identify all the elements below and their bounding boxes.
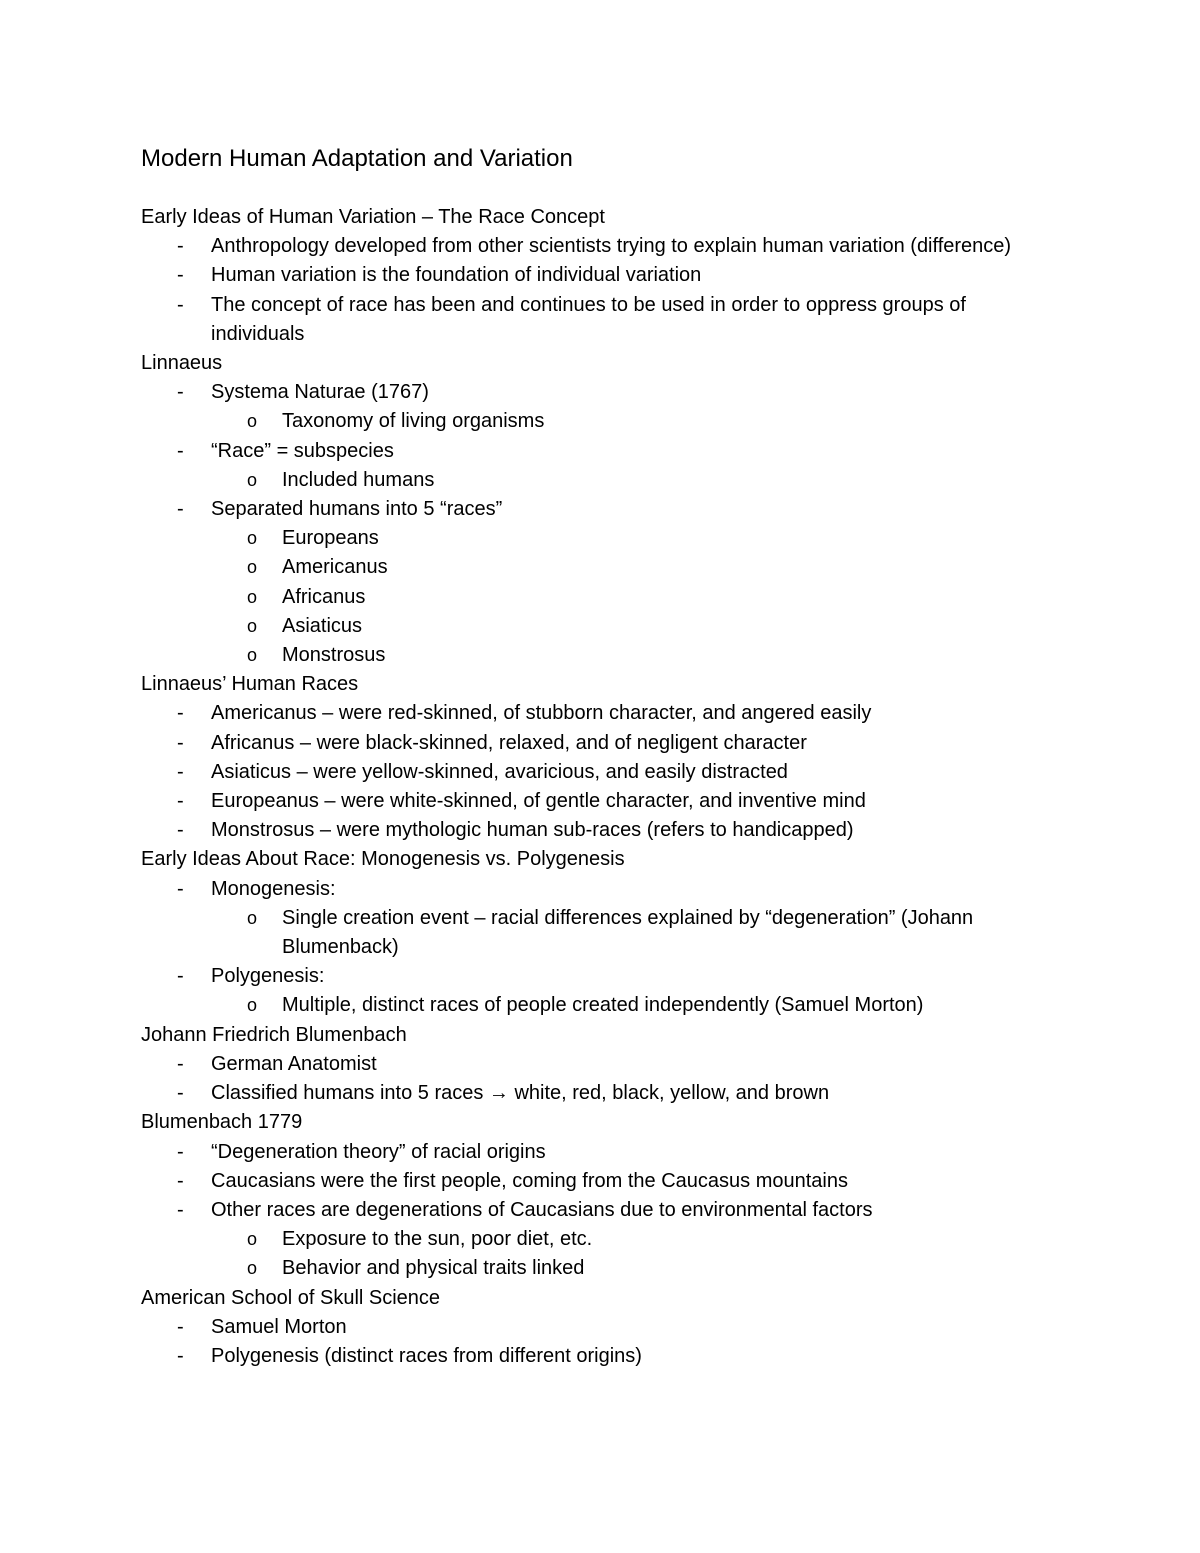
sub-bullet-item — [141, 466, 1041, 495]
bullet-list — [141, 699, 1041, 845]
bullet-text: Monstrosus – were mythologic human sub-races (refers to handicapped) — [211, 819, 854, 842]
bullet-text: Systema Naturae (1767) — [211, 381, 429, 404]
bullet-item — [141, 378, 1041, 407]
dash-bullet-icon: - — [177, 1082, 184, 1105]
section — [141, 1021, 1041, 1109]
bullet-item — [141, 261, 1041, 290]
sub-bullet-item — [141, 1225, 1041, 1254]
dash-bullet-icon: - — [177, 1169, 184, 1192]
sub-bullet-text: Included humans — [282, 468, 435, 491]
circle-bullet-icon: o — [247, 995, 258, 1016]
sub-bullet-item — [141, 1254, 1041, 1283]
bullet-item — [141, 875, 1041, 904]
bullet-text: Polygenesis: — [211, 965, 325, 988]
section-heading: Linnaeus’ Human Races — [141, 673, 359, 696]
circle-bullet-icon: o — [247, 645, 258, 666]
bullet-list — [141, 875, 1041, 1021]
bullet-item — [141, 495, 1041, 524]
bullet-item — [141, 1138, 1041, 1167]
sub-bullet-text: Africanus — [282, 585, 366, 608]
section — [141, 349, 1041, 670]
circle-bullet-icon: o — [247, 1229, 258, 1250]
sub-bullet-text: Asiaticus — [282, 614, 363, 637]
bullet-item — [141, 1342, 1041, 1371]
sub-bullet-item — [141, 583, 1041, 612]
sub-bullet-item — [141, 641, 1041, 670]
bullet-text: Human variation is the foundation of individual variation — [211, 264, 702, 287]
bullet-text: Anthropology developed from other scientists trying to explain human variation (difference) — [211, 235, 1012, 258]
section — [141, 1284, 1041, 1372]
bullet-list — [141, 378, 1041, 670]
bullet-item — [141, 1196, 1041, 1225]
section-heading: Linnaeus — [141, 352, 223, 375]
document-title: Modern Human Adaptation and Variation — [141, 145, 573, 172]
bullet-list — [141, 232, 1041, 349]
dash-bullet-icon: - — [177, 731, 184, 754]
sub-bullet-text: Taxonomy of living organisms — [282, 410, 545, 433]
bullet-item — [141, 1050, 1041, 1079]
sub-bullet-text: Multiple, distinct races of people created independently (Samuel Morton) — [282, 994, 924, 1017]
bullet-list — [141, 1138, 1041, 1284]
section — [141, 1108, 1041, 1283]
dash-bullet-icon: - — [177, 235, 184, 258]
sub-bullet-item — [141, 553, 1041, 582]
dash-bullet-icon: - — [177, 381, 184, 404]
dash-bullet-icon: - — [177, 293, 184, 316]
dash-bullet-icon: - — [177, 1344, 184, 1367]
circle-bullet-icon: o — [247, 1258, 258, 1279]
bullet-text: Europeanus – were white-skinned, of gentle character, and inventive mind — [211, 790, 866, 813]
bullet-text: Polygenesis (distinct races from different origins) — [211, 1344, 642, 1367]
bullet-text: The concept of race has been and continues to be used in order to oppress groups of individuals — [211, 293, 966, 345]
circle-bullet-icon: o — [247, 615, 258, 636]
circle-bullet-icon: o — [247, 586, 258, 607]
notes-body — [141, 203, 1041, 1371]
dash-bullet-icon: - — [177, 264, 184, 287]
sub-bullet-item — [141, 991, 1041, 1020]
section-heading: Early Ideas of Human Variation – The Race Concept — [141, 206, 605, 228]
circle-bullet-icon: o — [247, 557, 258, 578]
dash-bullet-icon: - — [177, 439, 184, 462]
bullet-text: German Anatomist — [211, 1052, 377, 1075]
dash-bullet-icon: - — [177, 965, 184, 988]
bullet-item — [141, 758, 1041, 787]
bullet-list — [141, 1313, 1041, 1371]
circle-bullet-icon: o — [247, 528, 258, 549]
sub-bullet-item — [141, 407, 1041, 436]
dash-bullet-icon: - — [177, 702, 184, 725]
sub-bullet-text: Exposure to the sun, poor diet, etc. — [282, 1228, 593, 1251]
section-heading: Early Ideas About Race: Monogenesis vs. Polygenesis — [141, 848, 625, 871]
bullet-item — [141, 1313, 1041, 1342]
bullet-item — [141, 1167, 1041, 1196]
bullet-item — [141, 962, 1041, 991]
dash-bullet-icon: - — [177, 1198, 184, 1221]
bullet-item — [141, 437, 1041, 466]
circle-bullet-icon: o — [247, 469, 258, 490]
bullet-text: Americanus – were red-skinned, of stubborn character, and angered easily — [211, 702, 872, 725]
dash-bullet-icon: - — [177, 1315, 184, 1338]
dash-bullet-icon: - — [177, 760, 184, 783]
bullet-item — [141, 1079, 1041, 1108]
dash-bullet-icon: - — [177, 1140, 184, 1163]
section-heading: American School of Skull Science — [141, 1286, 441, 1309]
sub-bullet-text: Single creation event – racial differences explained by “degeneration” (Johann Blumenback) — [282, 906, 974, 959]
bullet-list — [141, 1050, 1041, 1108]
sub-bullet-text: Americanus — [282, 556, 388, 579]
bullet-text: Asiaticus – were yellow-skinned, avaricious, and easily distracted — [211, 760, 788, 783]
sub-bullet-item — [141, 524, 1041, 553]
section — [141, 670, 1041, 845]
section — [141, 845, 1041, 1020]
circle-bullet-icon: o — [247, 411, 258, 432]
bullet-text: Caucasians were the first people, coming from the Caucasus mountains — [211, 1169, 848, 1192]
dash-bullet-icon: - — [177, 1052, 184, 1075]
bullet-text: Separated humans into 5 “races” — [211, 498, 503, 521]
bullet-item — [141, 232, 1041, 261]
sub-bullet-item — [141, 904, 1041, 962]
bullet-text: “Degeneration theory” of racial origins — [211, 1140, 546, 1163]
bullet-item — [141, 729, 1041, 758]
dash-bullet-icon: - — [177, 790, 184, 813]
dash-bullet-icon: - — [177, 819, 184, 842]
bullet-item — [141, 699, 1041, 728]
bullet-item — [141, 816, 1041, 845]
section-heading: Johann Friedrich Blumenbach — [141, 1023, 407, 1046]
section — [141, 203, 1041, 349]
bullet-item — [141, 787, 1041, 816]
bullet-item — [141, 291, 1041, 349]
bullet-text: Monogenesis: — [211, 877, 336, 900]
dash-bullet-icon: - — [177, 877, 184, 900]
section-heading: Blumenbach 1779 — [141, 1111, 303, 1134]
sub-bullet-item — [141, 612, 1041, 641]
sub-bullet-text: Europeans — [282, 527, 379, 550]
bullet-text: Classified humans into 5 races → white, red, black, yellow, and brown — [211, 1082, 830, 1105]
bullet-text: Other races are degenerations of Caucasians due to environmental factors — [211, 1198, 873, 1221]
dash-bullet-icon: - — [177, 498, 184, 521]
sub-bullet-text: Behavior and physical traits linked — [282, 1257, 585, 1280]
bullet-text: Africanus – were black-skinned, relaxed, and of negligent character — [211, 731, 807, 754]
bullet-text: Samuel Morton — [211, 1315, 347, 1338]
circle-bullet-icon: o — [247, 907, 258, 928]
sub-bullet-text: Monstrosus — [282, 644, 386, 667]
bullet-text: “Race” = subspecies — [211, 439, 394, 462]
